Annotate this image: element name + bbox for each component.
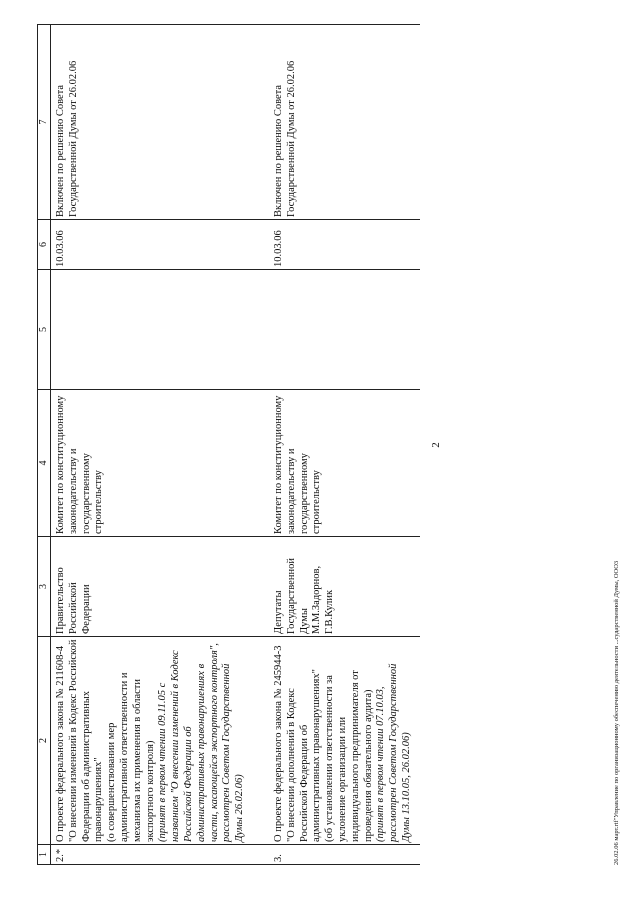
bill-subject: (об установлении ответственности за уклонение организации или индивидуального предпринимателя от проведения обязательного аудита) [324, 670, 374, 842]
responsible-committee: Комитет по конституционному законодательству и государственному строительству [269, 390, 420, 537]
column-number: 3 [38, 537, 51, 637]
column-number: 1 [38, 845, 51, 865]
bill-title: О проекте федерального закона № 245944-3 [272, 645, 284, 842]
column-5-cell [269, 270, 420, 390]
bill-name: "О внесении изменений в Кодекс Российской Федерации об административных правонарушениях" [67, 639, 105, 842]
bill-note: (принят в первом чтении 07.10.03, рассмотрен Советом Государственной Думы 13.10.05, 26.02.06) [375, 663, 412, 842]
table-row [269, 25, 420, 865]
column-number: 5 [38, 270, 51, 390]
bill-description [51, 637, 269, 845]
bill-author: Правительство Российской Федерации [51, 537, 269, 637]
column-number-row [38, 25, 51, 865]
inclusion-status: Включен по решению Совета Государственной Думы от 26.02.06 [51, 25, 269, 220]
page-number: 2 [430, 442, 442, 448]
bill-title: О проекте федерального закона № 211608-4 [55, 645, 66, 842]
column-number: 7 [38, 25, 51, 220]
bill-note: (принят в первом чтении 09.11.05 с названием "О внесении изменений в Кодекс Российской Федерации об административных правонарушениях в части, касающейся экспортного контроля", рассмотрен Советом Государственной Думы 26.02.06) [157, 643, 246, 842]
agenda-table [37, 24, 420, 865]
row-number: 2.* [51, 845, 269, 865]
column-5-cell [51, 270, 269, 390]
inclusion-status: Включен по решению Совета Государственной Думы от 26.02.06 [269, 25, 420, 220]
column-number: 2 [38, 637, 51, 845]
file-footer: 26.02.06 март.rtf"Управление по организационному обеспечению деятельности ...сударственной Думы, ООО3 [613, 560, 620, 865]
column-number: 6 [38, 220, 51, 270]
responsible-committee: Комитет по конституционному законодательству и государственному строительству [51, 390, 269, 537]
column-number: 4 [38, 390, 51, 537]
row-number: 3. [269, 845, 420, 865]
consideration-date: 10.03.06 [51, 220, 269, 270]
bill-description [269, 637, 420, 845]
bill-author: Депутаты Государственной Думы М.М.Задорнов, Г.В.Кулик [269, 537, 420, 637]
rotated-content [25, 25, 640, 865]
consideration-date: 10.03.06 [269, 220, 420, 270]
table-row [51, 25, 269, 865]
bill-subject: (о совершенствовании мер административной ответственности и механизма их применения в области экспортного контроля) [106, 672, 156, 842]
bill-name: "О внесении дополнений в Кодекс Российской Федерации об административных правонарушениях" [285, 669, 323, 842]
